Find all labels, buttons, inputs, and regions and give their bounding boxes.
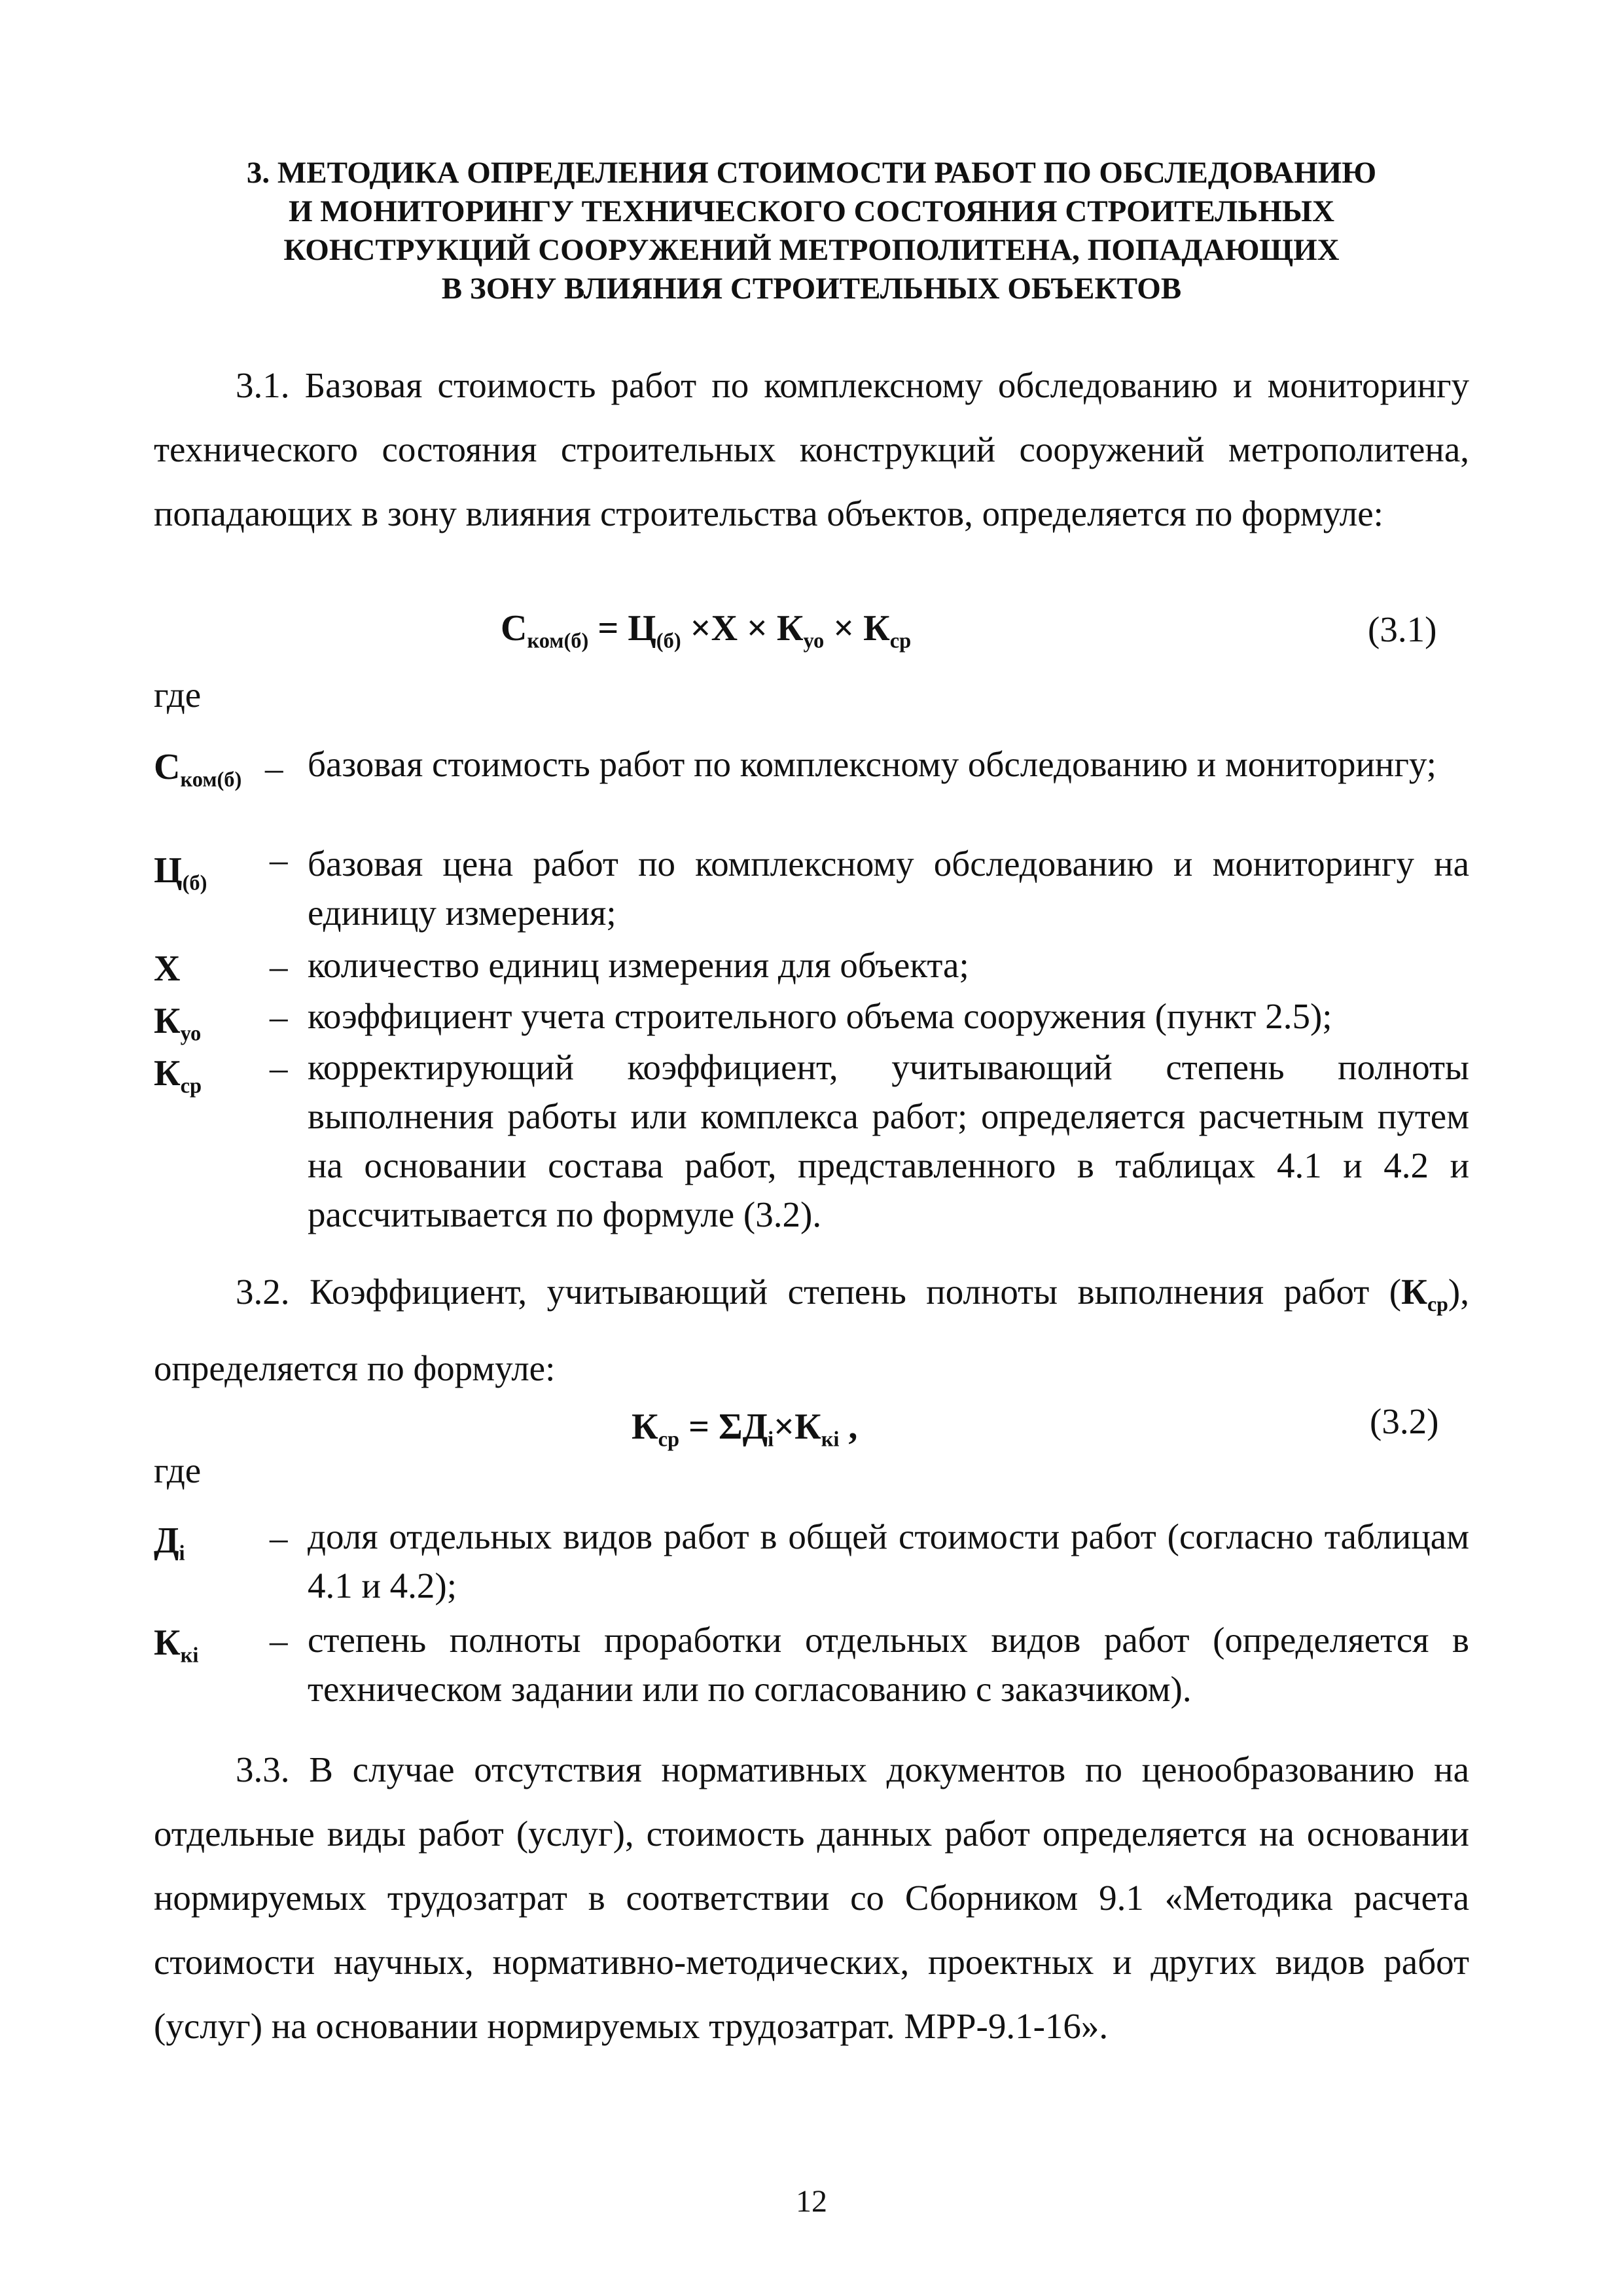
definition-symbol: $К_{уо}$ [154,1001,202,1046]
definition-symbol: $Ц_{(б)}$ [154,850,207,895]
heading-line: И МОНИТОРИНГУ ТЕХНИЧЕСКОГО СОСТОЯНИЯ СТРОИТЕЛЬНЫХ [288,194,1335,228]
page-number: 12 [796,2184,827,2219]
definition-text: базовая стоимость работ по комплексному обследованию и мониторингу; [308,744,1436,784]
definition-text: коэффициент учета строительного объема сооружения (пункт 2.5); [308,996,1332,1036]
paragraph-3-3: 3.3. В случае отсутствия нормативных документов по ценообразованию на отдельные виды работ (услуг), стоимость данных работ определяется на основании нормируемых трудозатрат в соответствии со Сборником 9.1 «Методика расчета стоимости научных, нормативно-методических, проектных и других видов работ (услуг) на основании нормируемых трудозатрат. МРР-9.1-16». [154,1749,1469,2046]
formula-3-2: $К_{ср} = \Sigma Д_i\times К_{кi}$ , [632,1407,858,1452]
definition-symbol: Х [154,948,181,989]
definition-symbol: $К_{ср}$ [154,1053,202,1098]
definition-dash: – [270,946,288,986]
definition-text: корректирующий коэффициент, учитывающий степень полноты выполнения работы или комплекса работ; определяется расчетным путем на основании состава работ, представленного в таблицах 4.1 и 4.2 и рассчитывается по формуле (3.2). [308,1047,1469,1234]
definition-dash: – [265,748,283,788]
where-label: где [154,1450,202,1490]
definition-dash: – [270,1518,288,1558]
heading-line: 3. МЕТОДИКА ОПРЕДЕЛЕНИЯ СТОИМОСТИ РАБОТ ПО ОБСЛЕДОВАНИЮ [246,156,1377,190]
definition-symbol: $Д_i$ [154,1520,185,1566]
definition-text: доля отдельных видов работ в общей стоимости работ (согласно таблицам 4.1 и 4.2); [308,1516,1469,1605]
where-label: где [154,675,202,715]
definition-dash: – [270,1621,288,1660]
formula-3-1: $С_{ком(б)} = Ц_{(б)} \times Х \times К_{уо} \times К_{ср}$ [501,608,912,653]
definition-text: базовая цена работ по комплексному обследованию и мониторингу на единицу измерения; [308,844,1469,933]
heading-line: КОНСТРУКЦИЙ СООРУЖЕНИЙ МЕТРОПОЛИТЕНА, ПОПАДАЮЩИХ [283,233,1340,267]
definition-dash: – [270,840,288,880]
definition-dash: – [270,997,288,1037]
section-heading [151,154,1472,308]
definition-dash: – [270,1048,288,1088]
definition-symbol: $К_{кi}$ [154,1623,199,1668]
formula-number-3-1: (3.1) [1368,609,1437,649]
formula-number-3-2: (3.2) [1370,1401,1439,1441]
definition-text: степень полноты проработки отдельных видов работ (определяется в техническом задании или по согласованию с заказчиком). [308,1620,1469,1709]
definition-text: количество единиц измерения для объекта; [308,945,969,985]
paragraph-3-1: 3.1. Базовая стоимость работ по комплексному обследованию и мониторингу технического состояния строительных конструкций сооружений метрополитена, попадающих в зону влияния строительства объектов, определяется по формуле: [154,365,1469,533]
definition-symbol: $С_{ком(б)}$ [154,747,242,792]
paragraph-3-2: 3.2. Коэффициент, учитывающий степень полноты выполнения работ $(К_{ср})$, определяется по формуле: [154,1272,1469,1389]
heading-line: В ЗОНУ ВЛИЯНИЯ СТРОИТЕЛЬНЫХ ОБЪЕКТОВ [441,272,1182,306]
